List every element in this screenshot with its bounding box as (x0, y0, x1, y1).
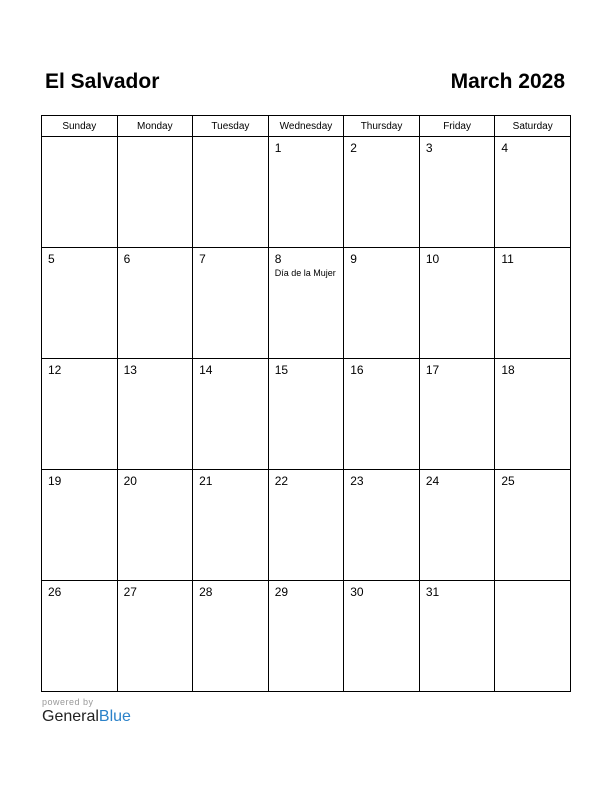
day-number: 14 (199, 363, 213, 377)
day-number: 19 (48, 474, 62, 488)
day-number: 23 (350, 474, 364, 488)
day-cell (117, 248, 193, 359)
day-cell (193, 137, 269, 248)
day-number: 1 (274, 141, 282, 155)
day-number (495, 581, 570, 585)
day-number: 24 (425, 474, 440, 488)
weekday-header-row (42, 116, 571, 137)
day-number: 11 (501, 252, 514, 266)
day-number: 4 (501, 141, 509, 155)
day-number: 5 (48, 252, 55, 266)
day-cell (495, 359, 571, 470)
day-number: 31 (425, 585, 440, 599)
day-number: 29 (274, 585, 289, 599)
day-number: 20 (123, 474, 137, 488)
day-cell (268, 137, 344, 248)
day-cell (344, 470, 420, 581)
day-number: 18 (501, 363, 515, 377)
brand-general: General (42, 708, 99, 725)
day-number: 6 (123, 252, 131, 266)
day-cell (42, 470, 118, 581)
day-cell (344, 248, 420, 359)
month-title: March 2028 (450, 70, 565, 93)
day-cell (193, 470, 269, 581)
weekday-header: Friday (419, 116, 495, 137)
day-number: 9 (350, 252, 357, 266)
weekday-header: Saturday (495, 116, 571, 137)
day-cell (344, 359, 420, 470)
holiday-label: Día de la Mujer (274, 268, 336, 278)
week-row (42, 581, 571, 692)
weekday-header: Tuesday (193, 116, 269, 137)
day-number: 21 (199, 474, 213, 488)
day-number: 3 (425, 141, 433, 155)
day-number: 17 (425, 363, 440, 377)
day-cell (268, 359, 344, 470)
day-cell (117, 137, 193, 248)
day-number: 15 (274, 363, 289, 377)
day-cell (419, 470, 495, 581)
brand-name (42, 708, 131, 726)
day-number (42, 137, 117, 141)
day-cell (419, 359, 495, 470)
day-number: 27 (123, 585, 137, 599)
day-number: 10 (425, 252, 440, 266)
day-number: 2 (350, 141, 357, 155)
day-cell (193, 581, 269, 692)
day-cell (344, 137, 420, 248)
day-number: 8 (274, 252, 282, 266)
week-row (42, 137, 571, 248)
day-number: 13 (123, 363, 137, 377)
day-cell (42, 359, 118, 470)
country-title: El Salvador (45, 70, 160, 93)
day-cell (495, 470, 571, 581)
weekday-header: Sunday (42, 116, 118, 137)
day-number: 28 (199, 585, 213, 599)
day-cell (117, 470, 193, 581)
day-number: 30 (350, 585, 364, 599)
weekday-header: Thursday (344, 116, 420, 137)
day-cell (419, 137, 495, 248)
day-cell (268, 470, 344, 581)
generalblue-logo[interactable] (42, 697, 131, 726)
day-cell (42, 137, 118, 248)
powered-by-text: powered by (42, 697, 94, 707)
day-number: 26 (48, 585, 62, 599)
day-cell (193, 248, 269, 359)
day-cell (42, 248, 118, 359)
day-number: 12 (48, 363, 62, 377)
week-row (42, 470, 571, 581)
day-number (193, 137, 268, 141)
day-cell (495, 248, 571, 359)
day-cell (419, 581, 495, 692)
day-cell (419, 248, 495, 359)
day-cell (117, 581, 193, 692)
day-cell (42, 581, 118, 692)
day-cell (193, 359, 269, 470)
day-cell (117, 359, 193, 470)
day-number: 16 (350, 363, 364, 377)
week-row (42, 248, 571, 359)
weekday-header: Monday (117, 116, 193, 137)
week-row (42, 359, 571, 470)
day-cell (268, 248, 344, 359)
day-cell (495, 581, 571, 692)
day-number (118, 137, 193, 141)
day-number: 25 (501, 474, 515, 488)
calendar-grid (41, 115, 571, 692)
day-number: 7 (199, 252, 206, 266)
day-cell (268, 581, 344, 692)
day-cell (344, 581, 420, 692)
day-cell (495, 137, 571, 248)
weekday-header: Wednesday (268, 116, 344, 137)
brand-blue: Blue (98, 708, 131, 725)
day-number: 22 (274, 474, 289, 488)
